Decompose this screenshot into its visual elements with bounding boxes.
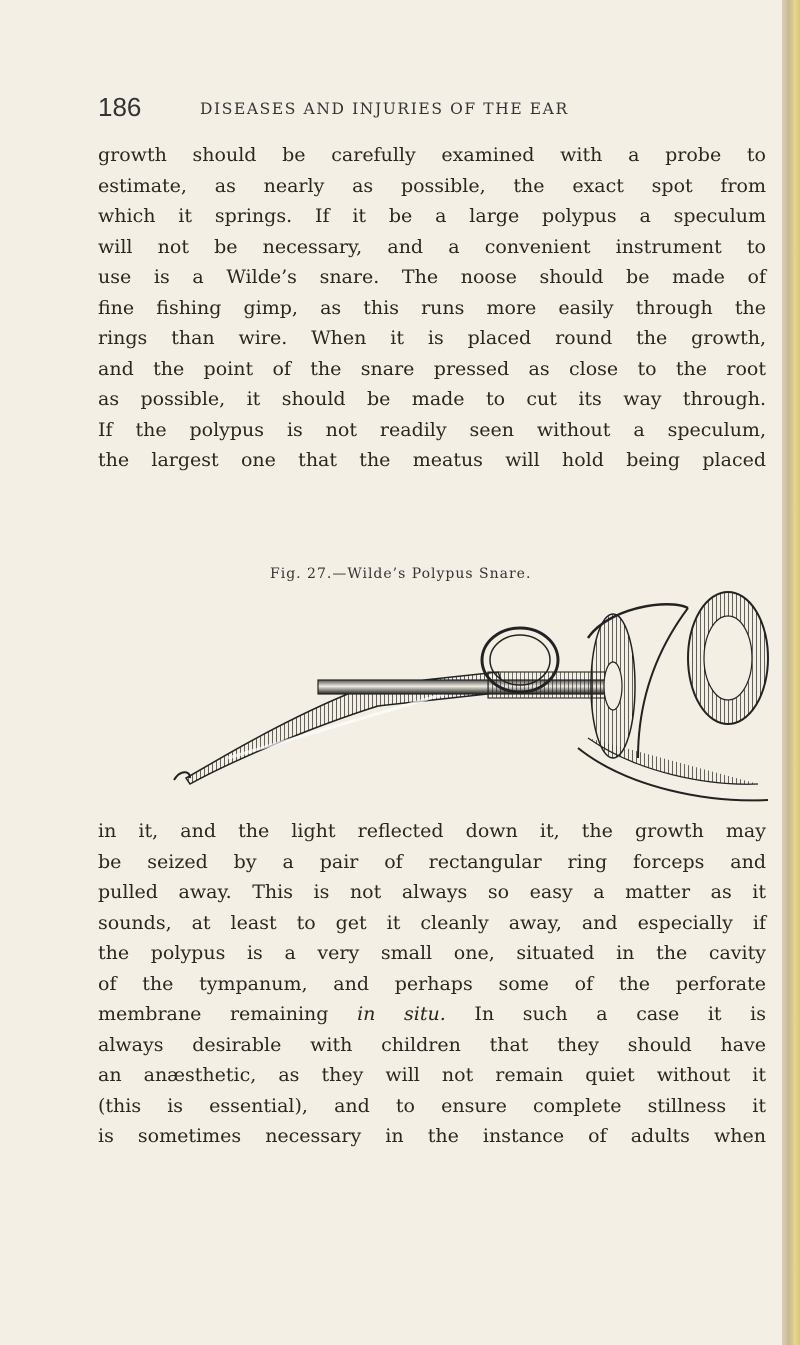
text-line-with-italic [98,999,766,1030]
text-line: in it, and the light reflected down it, the growth may [98,820,766,842]
figure-caption: Fig. 27.—Wilde’s Polypus Snare. [270,566,532,582]
snare-cross-bar [578,738,768,800]
running-title: DISEASES AND INJURIES OF THE EAR [200,100,569,118]
text-line: use is a Wilde’s snare. The noose should be made of [98,266,766,288]
italic-phrase: in situ. [357,1003,446,1025]
text-line: the largest one that the meatus will hold being placed [98,449,766,471]
snare-thumb-ring [688,592,768,724]
text-line: sounds, at least to get it cleanly away, and especially if [98,911,766,934]
text-line: (this is essential), and to ensure complete stillness it [98,1094,766,1117]
text-line: If the polypus is not readily seen without a speculum, [98,418,766,441]
text-line: will not be necessary, and a convenient instrument to [98,235,766,258]
paragraph-top [98,140,766,476]
text-line: an anæsthetic, as they will not remain quiet without it [98,1064,766,1086]
text-line: as possible, it should be made to cut its way through. [98,388,766,410]
snare-slide-handle [588,604,688,758]
text-line: be seized by a pair of rectangular ring forceps and [98,850,766,873]
page-number: 186 [98,92,142,122]
text-line: and the point of the snare pressed as close to the root [98,357,766,380]
running-head [98,92,778,132]
text-line: pulled away. This is not always so easy a matter as it [98,881,766,903]
line-end: In such a case it is [445,1003,766,1025]
text-line: is sometimes necessary in the instance of adults when [98,1125,766,1147]
text-line: estimate, as nearly as possible, the exact spot from [98,174,766,197]
text-line: always desirable with children that they should have [98,1033,766,1056]
text-line: the polypus is a very small one, situated in the cavity [98,942,766,964]
text-line: which it springs. If it be a large polypus a speculum [98,205,766,227]
text-line: of the tympanum, and perhaps some of the perforate [98,972,766,995]
text-line: fine fishing gimp, as this runs more easily through the [98,296,766,319]
line-start: membrane remaining [98,1003,358,1025]
wilde-polypus-snare-illustration [168,588,793,813]
paragraph-bottom [98,816,766,1152]
text-line: rings than wire. When it is placed round the growth, [98,327,766,349]
text-line: growth should be carefully examined with a probe to [98,144,766,166]
